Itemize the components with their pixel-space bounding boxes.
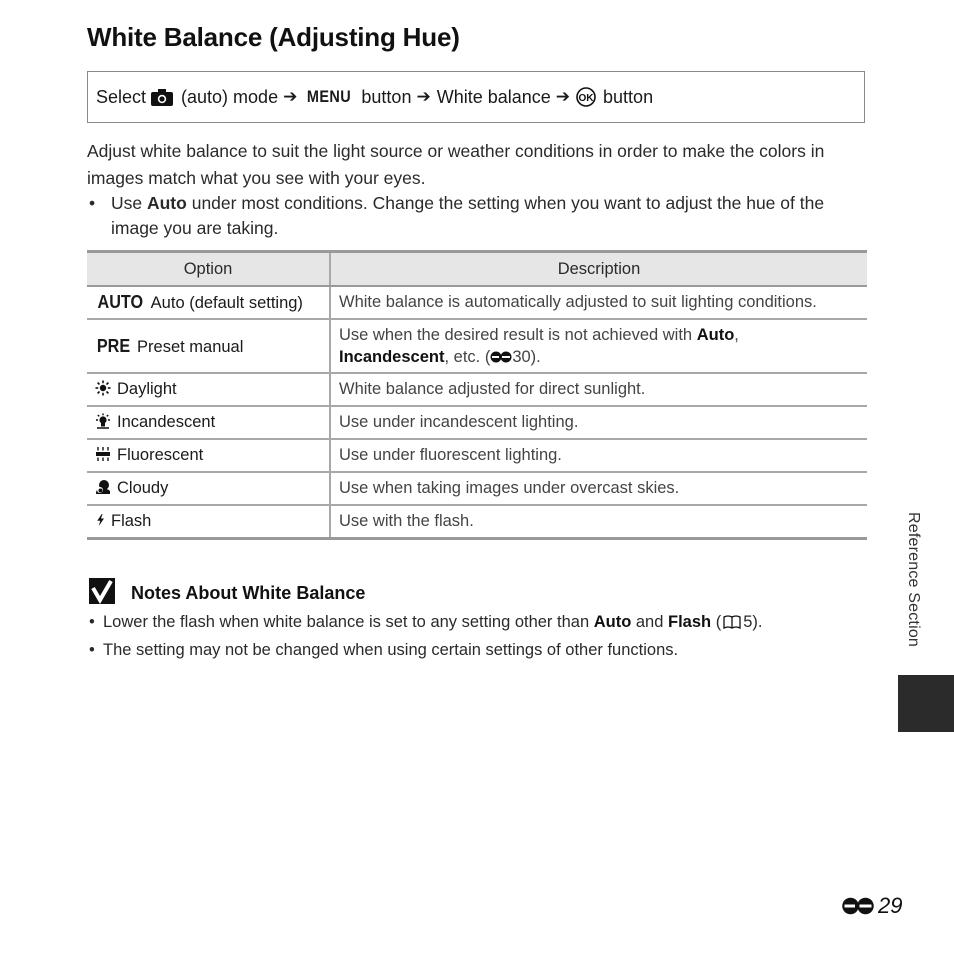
page-number (840, 893, 902, 919)
incandescent-icon (95, 413, 111, 429)
desc-end: ). (530, 348, 541, 366)
flash-icon (95, 512, 107, 528)
description-cell: Use under incandescent lighting. (330, 406, 867, 439)
sun-icon (95, 380, 111, 396)
table-row (87, 472, 867, 505)
arrow-right-icon: ➔ (416, 87, 431, 106)
auto-mode-text: (auto) mode (181, 86, 279, 107)
bullet-bold: Auto (146, 193, 187, 213)
check-note-icon (88, 577, 116, 605)
desc-pre: Use when the desired result is not achieved with (339, 326, 697, 344)
desc-ref-page: 30 (512, 348, 531, 366)
table-row (87, 505, 867, 539)
note-item (87, 613, 867, 632)
white-balance-table (87, 250, 867, 540)
note-mid: and (631, 613, 668, 631)
desc-post: , etc. ( (444, 348, 491, 366)
arrow-right-icon: ➔ (555, 87, 571, 106)
section-side-label: Reference Section (905, 512, 922, 648)
option-cell (87, 319, 330, 373)
camera-icon (151, 89, 173, 106)
option-cell (87, 373, 330, 406)
option-cell (87, 439, 330, 472)
note-item (87, 641, 867, 660)
note-end: ). (752, 613, 763, 631)
page-number-text: 29 (878, 893, 903, 918)
fluorescent-icon (95, 446, 111, 462)
option-label: Auto (default setting) (150, 294, 303, 312)
option-label: Preset manual (137, 337, 244, 356)
description-cell: White balance is automatically adjusted to suit lighting conditions. (330, 286, 867, 319)
arrow-right-icon: ➔ (283, 87, 298, 106)
usage-bullet (87, 191, 867, 241)
option-cell (87, 406, 330, 439)
reference-section-icon (840, 897, 876, 915)
select-text: Select (96, 86, 147, 107)
button-end-text: button (603, 86, 654, 107)
header-description: Description (330, 252, 867, 287)
option-label: Cloudy (117, 479, 169, 497)
description-cell: Use under fluorescent lighting. (330, 439, 867, 472)
bullet-dot: • (89, 193, 96, 213)
desc-bold-incandescent: Incandescent (339, 348, 445, 366)
option-label: Flash (111, 512, 152, 530)
description-cell: Use with the flash. (330, 505, 867, 539)
menu-icon: MENU (307, 87, 352, 106)
bullet-post: under most conditions. Change the setting when you want to adjust the hue of the image you are taking. (111, 193, 825, 238)
page-title: White Balance (Adjusting Hue) (87, 22, 460, 52)
auto-symbol: AUTO (97, 292, 144, 312)
note-ref-page: 5 (743, 613, 753, 631)
description-cell: Use when taking images under overcast skies. (330, 472, 867, 505)
table-row (87, 439, 867, 472)
bullet-pre: Use (111, 193, 147, 213)
note-post: ( (711, 613, 722, 631)
desc-mid: , (734, 326, 739, 344)
desc-bold-auto: Auto (696, 326, 735, 344)
bullet-dot: • (89, 613, 95, 631)
table-header-row (87, 252, 867, 287)
svg-text:OK: OK (578, 93, 594, 104)
notes-title: Notes About White Balance (131, 583, 366, 603)
pre-symbol: PRE (96, 335, 131, 356)
option-cell (87, 286, 330, 319)
note-pre: Lower the flash when white balance is set to any setting other than (103, 613, 594, 631)
option-cell (87, 472, 330, 505)
button-text: button (361, 86, 412, 107)
table-row (87, 286, 867, 319)
description-cell (330, 319, 867, 373)
intro-paragraph: Adjust white balance to suit the light source or weather conditions in order to make the colors in images match what you see with your eyes. (87, 141, 825, 188)
note-text (103, 613, 867, 632)
note-bold-auto: Auto (593, 613, 632, 631)
header-option: Option (87, 252, 330, 287)
option-cell (87, 505, 330, 539)
note-text: The setting may not be changed when using certain settings of other functions. (103, 641, 679, 659)
option-label: Fluorescent (117, 446, 204, 464)
ok-button-icon (576, 87, 596, 107)
option-label: Daylight (117, 380, 177, 398)
section-tab-marker (898, 675, 954, 732)
bullet-text (111, 191, 867, 241)
table-row (87, 373, 867, 406)
table-row (87, 319, 867, 373)
note-bold-flash: Flash (668, 613, 712, 631)
bullet-dot: • (89, 641, 95, 659)
reference-section-icon (490, 351, 512, 363)
menu-path-box (87, 71, 865, 123)
description-cell: White balance adjusted for direct sunlight. (330, 373, 867, 406)
table-row (87, 406, 867, 439)
white-balance-text: White balance (436, 86, 551, 107)
cloudy-icon (95, 479, 111, 495)
book-icon (723, 615, 741, 629)
option-label: Incandescent (117, 413, 216, 431)
